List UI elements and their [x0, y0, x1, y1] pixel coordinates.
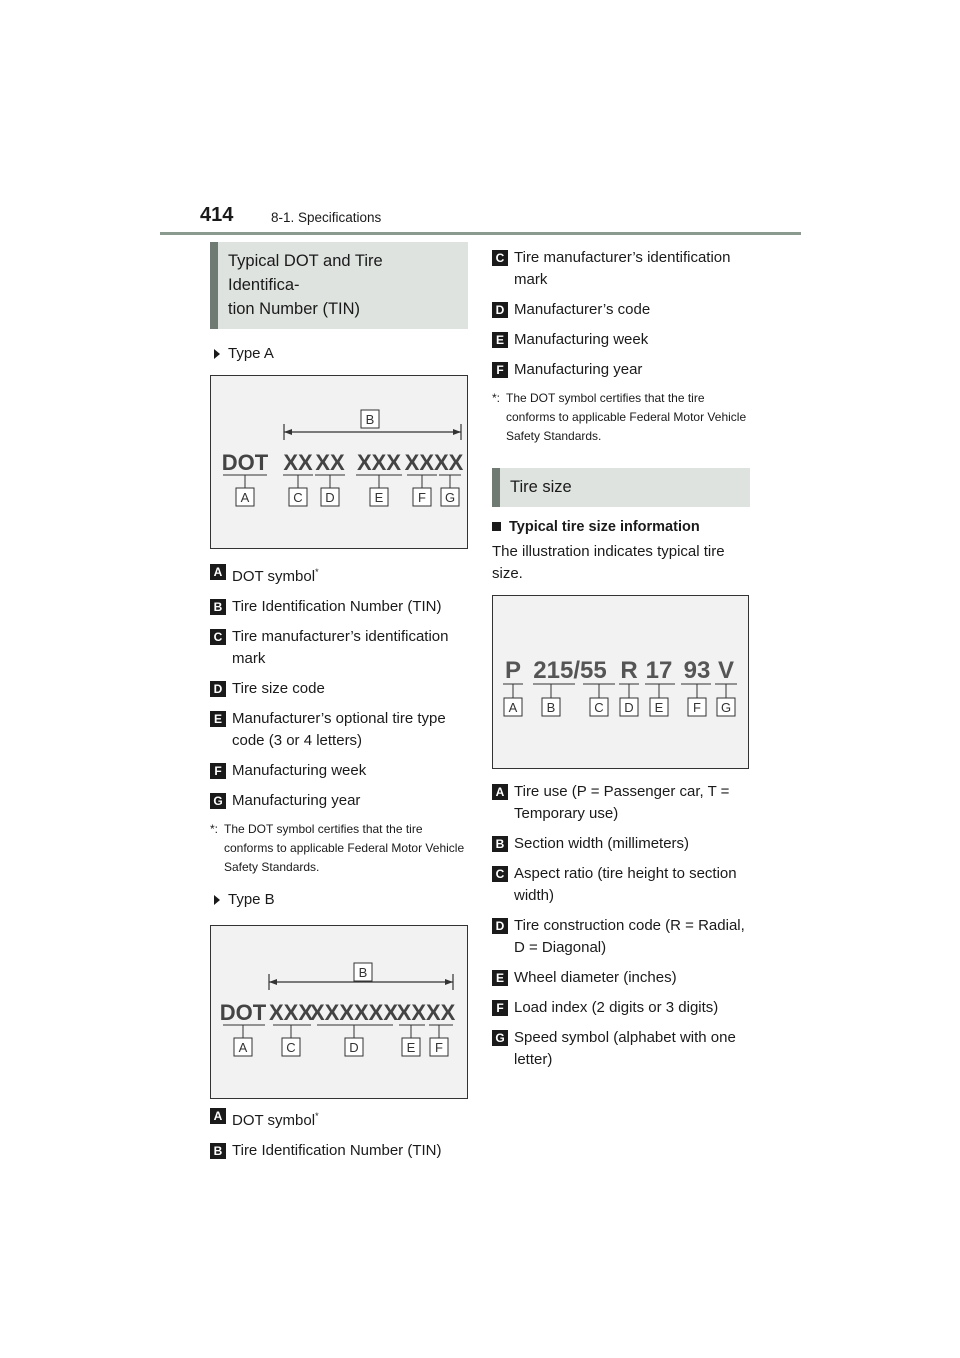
footnote: *: The DOT symbol certifies that the tire conforms to applicable Federal Motor Vehicle Safety Standards. — [210, 822, 465, 874]
type-b-callout-d: D — [349, 1040, 359, 1055]
list-item: D Tire size code — [210, 678, 468, 700]
tire-code-p: P — [504, 657, 522, 684]
list-item: F Manufacturing year — [492, 359, 750, 381]
list-item: E Manufacturer’s optional tire type code (3 or 4 letters) — [210, 708, 468, 752]
type-a-code-4: XXXX — [404, 450, 464, 475]
type-a-callout-c: C — [293, 490, 303, 505]
list-item: A DOT symbol* — [210, 1105, 468, 1132]
list-item: D Tire construction code (R = Radial, D = Diagonal) — [492, 915, 750, 959]
tire-callout-f: F — [693, 700, 701, 715]
type-a-code-1: XX — [283, 450, 313, 475]
list-item: F Manufacturing week — [210, 760, 468, 782]
type-b-label: Type B — [214, 887, 468, 913]
section-title: 8-1. Specifications — [271, 210, 382, 225]
square-bullet-icon — [492, 522, 501, 531]
header-rule — [160, 232, 801, 235]
type-b-span-label: B — [358, 965, 368, 980]
list-item: C Tire manufacturer’s identification mark — [210, 626, 468, 670]
tire-size-subheading: Typical tire size information — [492, 519, 750, 535]
type-b-code-dot: DOT — [219, 1000, 267, 1025]
type-b-callout-c: C — [286, 1040, 296, 1055]
type-a-figure — [210, 375, 468, 549]
triangle-bullet-icon — [214, 895, 220, 905]
type-b-callout-f: F — [435, 1040, 443, 1055]
list-item: F Load index (2 digits or 3 digits) — [492, 997, 750, 1019]
tire-callout-d: D — [624, 700, 634, 715]
list-item: B Tire Identification Number (TIN) — [210, 1140, 468, 1162]
type-a-span-label: B — [365, 412, 375, 427]
list-item: G Speed symbol (alphabet with one letter) — [492, 1027, 750, 1071]
type-b-list-continued — [492, 247, 750, 381]
tire-code-dia: 17 — [645, 657, 673, 684]
list-item: C Aspect ratio (tire height to section width) — [492, 863, 750, 907]
page-number: 414 — [200, 204, 234, 226]
list-item: A Tire use (P = Passenger car, T = Temporary use) — [492, 781, 750, 825]
type-b-code-2: XXXXXX — [309, 1000, 399, 1025]
list-item: G Manufacturing year — [210, 790, 468, 812]
type-b-callout-a: A — [238, 1040, 248, 1055]
list-item: C Tire manufacturer’s identification mark — [492, 247, 750, 291]
tire-code-width: 215/55 — [533, 657, 607, 684]
dot-tin-heading-line2: tion Number (TIN) — [228, 300, 361, 318]
tire-callout-e: E — [654, 700, 664, 715]
list-item: E Manufacturing week — [492, 329, 750, 351]
tire-callout-a: A — [508, 700, 518, 715]
type-b-code-3: XXXX — [396, 1000, 456, 1025]
tire-callout-g: G — [720, 700, 732, 715]
tire-code-r: R — [620, 657, 638, 684]
tire-size-intro: The illustration indicates typical tire size. — [492, 543, 725, 582]
type-a-callout-a: A — [240, 490, 250, 505]
footnote: *: The DOT symbol certifies that the tire conforms to applicable Federal Motor Vehicle Safety Standards. — [492, 391, 747, 443]
tire-code-speed: V — [717, 657, 735, 684]
type-b-figure — [210, 925, 468, 1099]
type-a-list — [210, 561, 468, 812]
left-column — [210, 242, 468, 1170]
tire-callout-b: B — [546, 700, 556, 715]
tire-size-heading: Tire size — [492, 468, 750, 507]
right-column — [492, 247, 750, 1079]
type-a-callout-d: D — [325, 490, 335, 505]
list-item: A DOT symbol* — [210, 561, 468, 588]
tire-size-list — [492, 781, 750, 1071]
dot-tin-heading — [210, 242, 468, 329]
type-a-callout-f: F — [418, 490, 426, 505]
tire-size-figure — [492, 595, 749, 769]
type-a-code-dot: DOT — [221, 450, 269, 475]
type-a-code-2: XX — [315, 450, 345, 475]
type-b-code-1: XXX — [268, 1000, 314, 1025]
triangle-bullet-icon — [214, 349, 220, 359]
list-item: D Manufacturer’s code — [492, 299, 750, 321]
type-b-list — [210, 1105, 468, 1162]
list-item: E Wheel diameter (inches) — [492, 967, 750, 989]
type-a-callout-g: G — [444, 490, 456, 505]
tire-callout-c: C — [594, 700, 604, 715]
dot-tin-heading-line1: Typical DOT and Tire Identifica- — [228, 252, 383, 294]
type-a-label: Type A — [214, 341, 468, 367]
type-b-callout-e: E — [406, 1040, 416, 1055]
tire-code-load: 93 — [683, 657, 711, 684]
type-a-code-3: XXX — [356, 450, 402, 475]
list-item: B Section width (millimeters) — [492, 833, 750, 855]
type-a-callout-e: E — [374, 490, 384, 505]
list-item: B Tire Identification Number (TIN) — [210, 596, 468, 618]
